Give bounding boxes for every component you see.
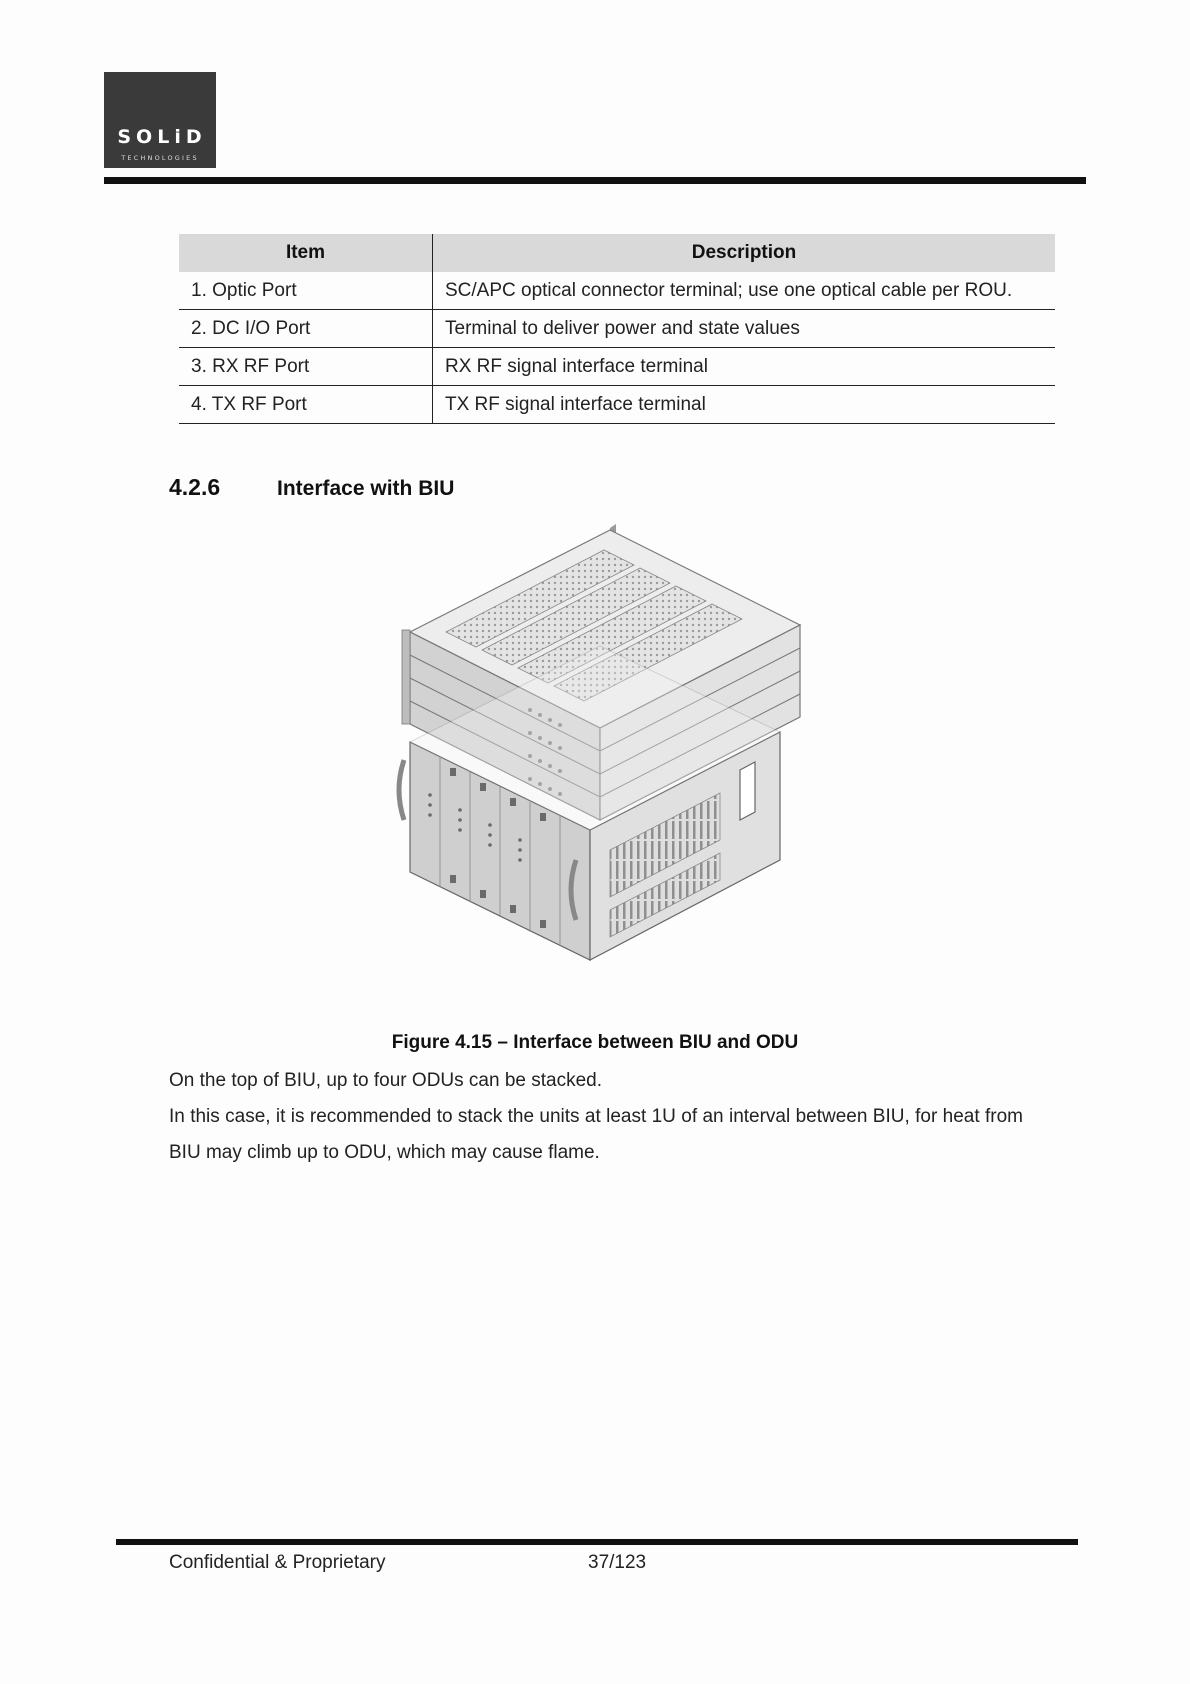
biu-odu-stack-illustration [390, 520, 810, 970]
table-header-row [179, 234, 1055, 272]
logo-wordmark: SOLiD [117, 126, 207, 148]
table-cell-item: 4. TX RF Port [179, 386, 433, 424]
header-rule [104, 177, 1086, 184]
figure-caption-text: Figure 4.15 – Interface between BIU and ODU [391, 1032, 799, 1053]
footer-page-number: 37/123 [588, 1552, 647, 1573]
footer-rule [116, 1539, 1078, 1545]
table-cell-description: SC/APC optical connector terminal; use one optical cable per ROU. [433, 272, 1056, 310]
section-title: Interface with BIU [277, 477, 455, 500]
solid-logo [104, 72, 216, 168]
section-heading [169, 474, 454, 501]
table-row [179, 386, 1055, 424]
table-row [179, 272, 1055, 310]
table-row [179, 310, 1055, 348]
figure-caption [0, 1032, 1190, 1054]
table-cell-description: RX RF signal interface terminal [433, 348, 1056, 386]
body-paragraph-2: In this case, it is recommended to stack the units at least 1U of an interval between BIU, for heat from BIU may climb up to ODU, which may cause flame. [169, 1106, 1023, 1163]
table-header-item: Item [179, 234, 433, 272]
table-cell-description: TX RF signal interface terminal [433, 386, 1056, 424]
table-cell-item: 2. DC I/O Port [179, 310, 433, 348]
logo-subtitle: TECHNOLOGIES [121, 154, 199, 162]
footer-confidential-label: Confidential & Proprietary [169, 1552, 386, 1573]
section-number: 4.2.6 [169, 474, 221, 500]
port-description-table [179, 234, 1055, 424]
table-cell-item: 3. RX RF Port [179, 348, 433, 386]
table-row [179, 348, 1055, 386]
table-header-description: Description [433, 234, 1056, 272]
table-cell-item: 1. Optic Port [179, 272, 433, 310]
body-paragraph-1: On the top of BIU, up to four ODUs can be stacked. [169, 1070, 603, 1091]
table-cell-description: Terminal to deliver power and state values [433, 310, 1056, 348]
